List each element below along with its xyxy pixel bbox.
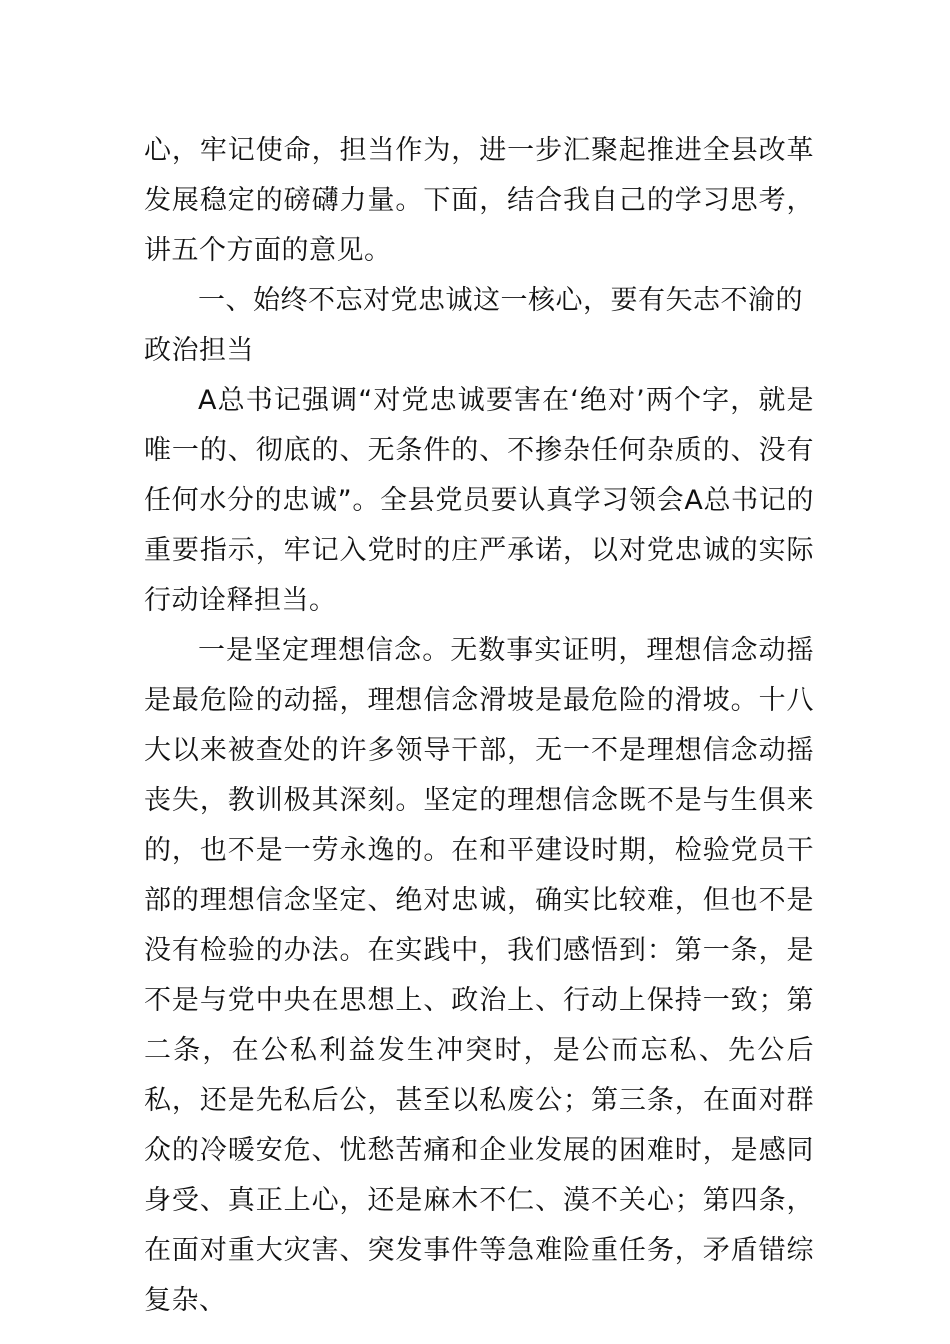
section-heading: 一、始终不忘对党忠诚这一核心，要有矢志不渝的政治担当 <box>144 285 803 366</box>
document-body <box>144 126 814 1326</box>
paragraph-ideals: 一是坚定理想信念。无数事实证明，理想信念动摇是最危险的动摇，理想信念滑坡是最危险的滑坡。十八大以来被查处的许多领导干部，无一不是理想信念动摇丧失，教训极其深刻。坚定的理想信念既不是与生俱来的，也不是一劳永逸的。在和平建设时期，检验党员干部的理想信念坚定、绝对忠诚，确实比较难，但也不是没有检验的办法。在实践中，我们感悟到：第一条，是不是与党中央在思想上、政治上、行动上保持一致；第二条，在公私利益发生冲突时，是公而忘私、先公后私，还是先私后公，甚至以私废公；第三条，在面对群众的冷暖安危、忧愁苦痛和企业发展的困难时，是感同身受、真正上心，还是麻木不仁、漠不关心；第四条，在面对重大灾害、突发事件等急难险重任务，矛盾错综复杂、 <box>144 635 814 1316</box>
paragraph-quote: A总书记强调“对党忠诚要害在‘绝对’两个字，就是唯一的、彻底的、无条件的、不掺杂任何杂质的、没有任何水分的忠诚”。全县党员要认真学习领会A总书记的重要指示，牢记入党时的庄严承诺，以对党忠诚的实际行动诠释担当。 <box>144 385 814 616</box>
paragraph-continuation: 心，牢记使命，担当作为，进一步汇聚起推进全县改革发展稳定的磅礴力量。下面，结合我自己的学习思考，讲五个方面的意见。 <box>144 135 814 266</box>
